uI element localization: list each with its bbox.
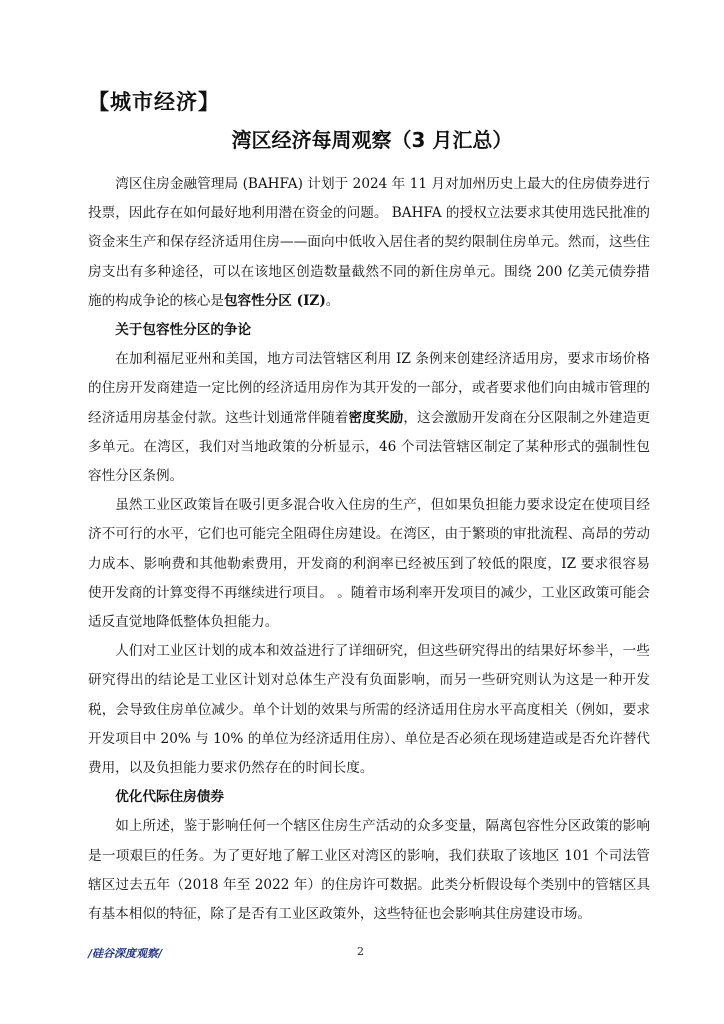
paragraph-1-text: 湾区住房金融管理局 (BAHFA) 计划于 2024 年 11 月对加州历史上最大的住房债券进行投票，因此存在如何最好地利用潜在资金的问题。 BAHFA 的授权立法要求其使用选民批准的资金来生产和保存经济适用住房——面向中低收入居住者的契约限制住房单元。然而，这些住房支出有多种途径，可以在该地区创造数量截然不同的新住房单元。围绕 200 亿美元债券措施的构成争论的核心是 <box>88 176 650 309</box>
subheading-housing-bond: 优化代际住房债券 <box>115 789 224 806</box>
section-tag: 【城市经济】 <box>88 90 220 114</box>
paragraph-5: 如上所述，鉴于影响任何一个辖区住房生产活动的众多变量，隔离包容性分区政策的影响是一项艰巨的任务。为了更好地了解工业区对湾区的影响，我们获取了该地区 101 个司法管辖区过去五年（2018 年至 2022 年）的住房许可数据。此类分析假设每个类别中的管辖区具有基本相似的特征，除了是否有工业区政策外，这些特征也会影响其住房建设市场。 <box>88 818 650 923</box>
paragraph-1-end: 。 <box>325 292 340 309</box>
paragraph-4: 人们对工业区计划的成本和效益进行了详细研究，但这些研究得出的结果好坏参半，一些研究得出的结论是工业区计划对总体生产没有负面影响，而另一些研究则认为这是一种开发税，会导致住房单位减少。单个计划的效果与所需的经济适用住房水平高度相关（例如，要求开发项目中 20% 与 10% 的单位为经济适用住房）、单位是否必须在现场建造或是否允许替代费用，以及负担能力要求仍然存在的时间长度。 <box>88 643 650 777</box>
paragraph-3: 虽然工业区政策旨在吸引更多混合收入住房的生产，但如果负担能力要求设定在使项目经济不可行的水平，它们也可能完全阻碍住房建设。在湾区，由于繁琐的审批流程、高昂的劳动力成本、影响费和其他勒索费用，开发商的利润率已经被压到了较低的限度，IZ 要求很容易使开发商的计算变得不再继续进行项目。 。随着市场利率开发项目的减少，工业区政策可能会适反直觉地降低整体负担能力。 <box>88 497 650 631</box>
paragraph-1 <box>88 170 650 316</box>
paragraph-2-bold-term: 密度奖励 <box>348 409 404 426</box>
subheading-iz-debate: 关于包容性分区的争论 <box>115 322 252 339</box>
footer-page-number: 2 <box>357 945 364 958</box>
paragraph-2 <box>88 345 650 491</box>
paragraph-2-text: 在加利福尼亚州和美国，地方司法管辖区利用 IZ 条例来创建经济适用房，要求市场价格的住房开发商建造一定比例的经济适用房作为其开发的一部分，或者要求他们向由城市管理的经济适用房基金付款。这些计划通常伴随着 <box>88 351 650 426</box>
document-title: 湾区经济每周观察（3 月汇总） <box>231 128 513 152</box>
paragraph-2-end: ，这会激励开发商在分区限制之外建造更多单元。在湾区，我们对当地政策的分析显示，46 个司法管辖区制定了某种形式的强制性包容性分区条例。 <box>88 409 651 485</box>
footer-publication-name: /硅谷深度观察/ <box>88 947 163 960</box>
document-body <box>88 170 650 929</box>
paragraph-1-bold-term: 包容性分区 (IZ) <box>223 292 326 309</box>
